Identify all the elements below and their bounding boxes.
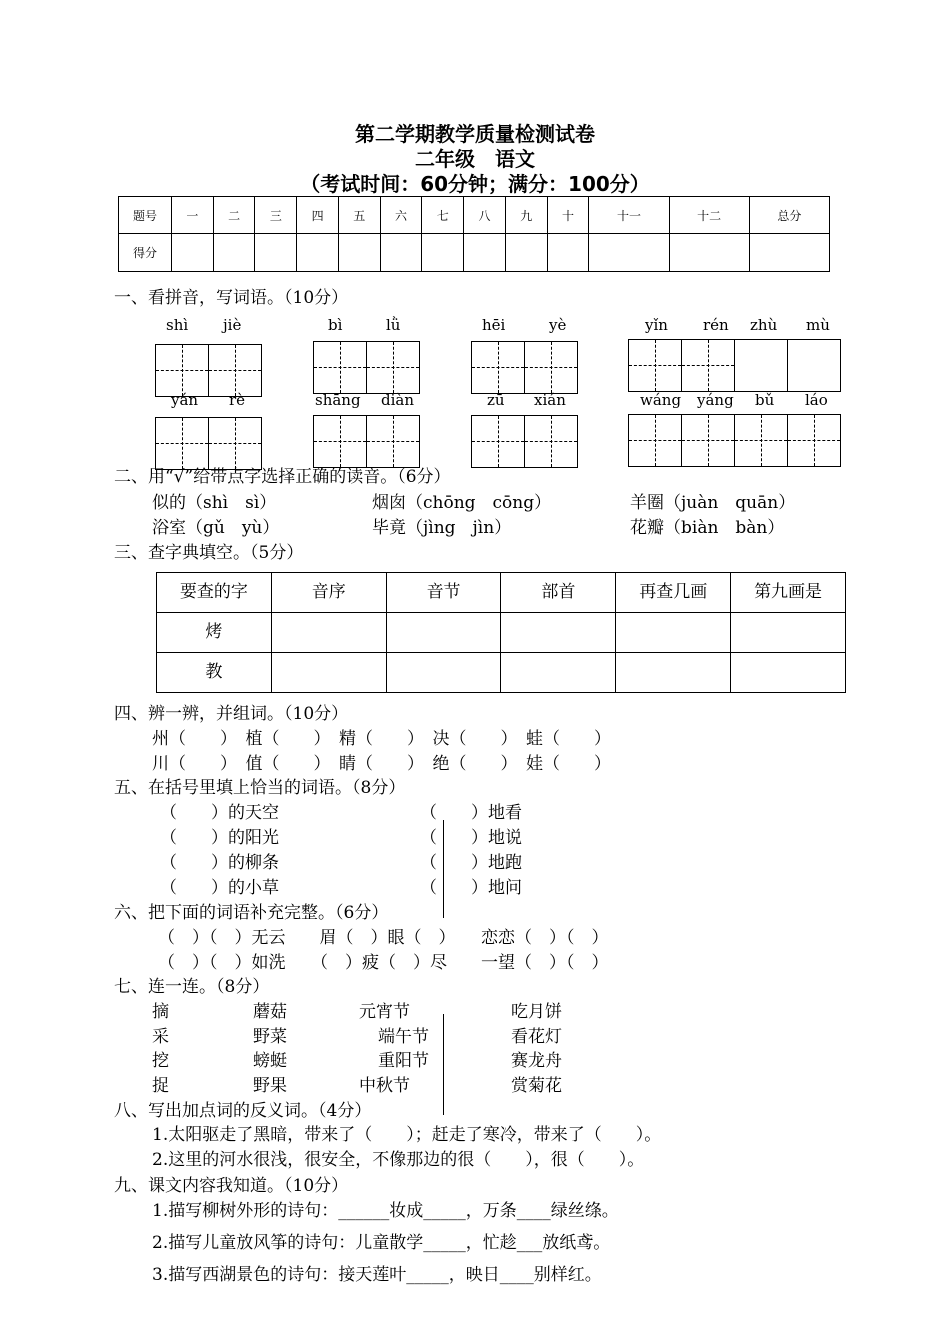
q7-verb: 采 xyxy=(152,1027,169,1047)
q2-item: 毕竟（jìng jìn） xyxy=(372,518,512,538)
divider-line xyxy=(443,1014,444,1115)
q9-line: 3.描写西湖景色的诗句：接天莲叶_____，映日____别样红。 xyxy=(152,1265,602,1285)
score-cell[interactable] xyxy=(464,234,506,272)
grid-cell[interactable] xyxy=(524,341,578,394)
score-col: 八 xyxy=(464,197,506,234)
grid-cell[interactable] xyxy=(628,339,682,392)
dict-col-header: 第九画是 xyxy=(731,573,846,613)
score-col: 总分 xyxy=(749,197,829,234)
q4-line: 州（ ） 植（ ） 精（ ） 决（ ） 蛙（ ） xyxy=(152,729,611,749)
grid-cell[interactable] xyxy=(366,415,420,468)
score-cell[interactable] xyxy=(505,234,547,272)
score-col: 二 xyxy=(213,197,255,234)
q8-heading: 八、写出加点词的反义词。（4分） xyxy=(114,1101,372,1121)
dict-cell[interactable] xyxy=(616,653,731,693)
dict-col-header: 音节 xyxy=(386,573,501,613)
pinyin: yán xyxy=(171,391,199,409)
pinyin: hēi xyxy=(482,316,506,334)
score-col: 九 xyxy=(505,197,547,234)
pinyin: lǜ xyxy=(386,316,401,334)
score-cell[interactable] xyxy=(338,234,380,272)
score-col: 五 xyxy=(338,197,380,234)
score-col: 十二 xyxy=(669,197,749,234)
dict-col-header: 部首 xyxy=(501,573,616,613)
pinyin: bǔ xyxy=(755,391,775,409)
dict-cell[interactable] xyxy=(501,613,616,653)
q7-custom: 吃月饼 xyxy=(511,1002,562,1022)
pinyin: rén xyxy=(703,316,729,334)
q7-verb: 摘 xyxy=(152,1002,169,1022)
q8-line: 2.这里的河水很浅，很安全，不像那边的很（ ），很（ ）。 xyxy=(152,1150,645,1170)
pinyin: jiè xyxy=(223,316,242,334)
score-cell[interactable] xyxy=(297,234,339,272)
writing-grid[interactable] xyxy=(628,414,840,467)
q9-heading: 九、课文内容我知道。（10分） xyxy=(114,1176,349,1196)
q5-right: （ ）地问 xyxy=(420,878,522,898)
q6-line: （ ）（ ）如洗 （ ）疲（ ）尽 一望（ ）（ ） xyxy=(158,953,609,973)
grid-cell[interactable] xyxy=(471,415,525,468)
q7-verb: 挖 xyxy=(152,1051,169,1071)
grid-cell[interactable] xyxy=(313,341,367,394)
q5-left: （ ）的天空 xyxy=(160,803,279,823)
pinyin: wáng xyxy=(640,391,682,409)
writing-grid[interactable] xyxy=(471,341,577,394)
pinyin: zū xyxy=(487,391,505,409)
pinyin: yǐn xyxy=(645,316,668,334)
q5-left: （ ）的阳光 xyxy=(160,828,279,848)
q7-festival: 元宵节 xyxy=(359,1002,410,1022)
q7-festival: 重阳节 xyxy=(378,1051,429,1071)
q5-right: （ ）地看 xyxy=(420,803,522,823)
dict-col-header: 要查的字 xyxy=(157,573,272,613)
score-cell[interactable] xyxy=(172,234,214,272)
dict-char: 烤 xyxy=(157,613,272,653)
pinyin: yáng xyxy=(697,391,734,409)
pinyin: rè xyxy=(229,391,246,409)
q4-heading: 四、辨一辨，并组词。（10分） xyxy=(114,704,349,724)
q6-line: （ ）（ ）无云 眉（ ）眼（ ） 恋恋（ ）（ ） xyxy=(158,928,609,948)
grid-cell[interactable] xyxy=(787,339,841,392)
dict-col-header: 再查几画 xyxy=(616,573,731,613)
dict-col-header: 音序 xyxy=(271,573,386,613)
writing-grid[interactable] xyxy=(313,415,419,468)
grid-cell[interactable] xyxy=(208,344,262,397)
grid-cell[interactable] xyxy=(366,341,420,394)
grid-cell[interactable] xyxy=(155,417,209,470)
dictionary-table xyxy=(156,572,846,693)
score-cell[interactable] xyxy=(547,234,589,272)
pinyin: diàn xyxy=(381,391,415,409)
score-cell[interactable] xyxy=(669,234,749,272)
writing-grid[interactable] xyxy=(471,415,577,468)
dict-cell[interactable] xyxy=(616,613,731,653)
score-col: 十 xyxy=(547,197,589,234)
q5-heading: 五、在括号里填上恰当的词语。（8分） xyxy=(114,778,406,798)
score-cell[interactable] xyxy=(749,234,829,272)
writing-grid[interactable] xyxy=(628,339,840,392)
q5-left: （ ）的柳条 xyxy=(160,853,279,873)
grid-cell[interactable] xyxy=(208,417,262,470)
score-cell[interactable] xyxy=(380,234,422,272)
score-cell[interactable] xyxy=(589,234,669,272)
q5-right: （ ）地说 xyxy=(420,828,522,848)
dict-cell[interactable] xyxy=(386,613,501,653)
score-row-header: 得分 xyxy=(119,234,172,272)
page-subtitle: 二年级 语文 xyxy=(415,147,535,171)
q7-noun: 野菜 xyxy=(253,1027,287,1047)
q7-custom: 赛龙舟 xyxy=(511,1051,562,1071)
score-col: 七 xyxy=(422,197,464,234)
pinyin: shì xyxy=(166,316,189,334)
score-row-header: 题号 xyxy=(119,197,172,234)
q7-verb: 捉 xyxy=(152,1076,169,1096)
dict-cell[interactable] xyxy=(386,653,501,693)
score-cell[interactable] xyxy=(255,234,297,272)
pinyin: láo xyxy=(805,391,828,409)
score-col: 四 xyxy=(297,197,339,234)
q7-heading: 七、连一连。（8分） xyxy=(114,977,270,997)
q3-heading: 三、查字典填空。（5分） xyxy=(114,543,304,563)
grid-cell[interactable] xyxy=(734,339,788,392)
pinyin: yè xyxy=(549,316,567,334)
q5-right: （ ）地跑 xyxy=(420,853,522,873)
grid-cell[interactable] xyxy=(471,341,525,394)
score-table xyxy=(118,196,830,272)
divider-line xyxy=(443,820,444,918)
q2-heading: 二、用“√”给带点字选择正确的读音。（6分） xyxy=(114,467,451,487)
q2-item: 似的（shì sì） xyxy=(152,493,277,513)
score-col: 三 xyxy=(255,197,297,234)
q7-custom: 赏菊花 xyxy=(511,1076,562,1096)
grid-cell[interactable] xyxy=(628,414,682,467)
page-title: 第二学期教学质量检测试卷 xyxy=(355,122,595,146)
dict-cell[interactable] xyxy=(731,613,846,653)
q5-left: （ ）的小草 xyxy=(160,878,279,898)
grid-cell[interactable] xyxy=(524,415,578,468)
writing-grid[interactable] xyxy=(155,344,261,397)
dict-cell[interactable] xyxy=(271,653,386,693)
q6-heading: 六、把下面的词语补充完整。（6分） xyxy=(114,903,389,923)
grid-cell[interactable] xyxy=(313,415,367,468)
grid-cell[interactable] xyxy=(155,344,209,397)
q2-item: 花瓣（biàn bàn） xyxy=(630,518,785,538)
grid-cell[interactable] xyxy=(734,414,788,467)
q7-custom: 看花灯 xyxy=(511,1027,562,1047)
pinyin: zhù xyxy=(750,316,778,334)
q7-noun: 螃蜓 xyxy=(253,1051,287,1071)
pinyin: shāng xyxy=(315,391,361,409)
score-cell[interactable] xyxy=(213,234,255,272)
grid-cell[interactable] xyxy=(681,414,735,467)
pinyin: mù xyxy=(806,316,830,334)
exam-info: （考试时间：60分钟；满分：100分） xyxy=(300,172,650,196)
q7-noun: 野果 xyxy=(253,1076,287,1096)
dict-char: 教 xyxy=(157,653,272,693)
q9-line: 1.描写柳树外形的诗句：______妆成_____，万条____绿丝绦。 xyxy=(152,1201,619,1221)
q2-item: 羊圈（juàn quān） xyxy=(630,493,796,513)
q2-item: 烟囱（chōng cōng） xyxy=(372,493,552,513)
pinyin: bì xyxy=(328,316,343,334)
grid-cell[interactable] xyxy=(787,414,841,467)
q7-noun: 蘑菇 xyxy=(253,1002,287,1022)
score-col: 一 xyxy=(172,197,214,234)
q9-line: 2.描写儿童放风筝的诗句：儿童散学_____，忙趁___放纸鸢。 xyxy=(152,1233,611,1253)
grid-cell[interactable] xyxy=(681,339,735,392)
q7-festival: 端午节 xyxy=(378,1027,429,1047)
score-col: 十一 xyxy=(589,197,669,234)
q8-line: 1.太阳驱走了黑暗，带来了（ ）；赶走了寒冷，带来了（ ）。 xyxy=(152,1125,662,1145)
score-col: 六 xyxy=(380,197,422,234)
writing-grid[interactable] xyxy=(155,417,261,470)
writing-grid[interactable] xyxy=(313,341,419,394)
q2-item: 浴室（gǔ yù） xyxy=(152,518,280,538)
dict-cell[interactable] xyxy=(501,653,616,693)
dict-cell[interactable] xyxy=(731,653,846,693)
q7-festival: 中秋节 xyxy=(359,1076,410,1096)
pinyin: xián xyxy=(534,391,566,409)
score-cell[interactable] xyxy=(422,234,464,272)
q4-line: 川（ ） 值（ ） 睛（ ） 绝（ ） 娃（ ） xyxy=(152,754,611,774)
dict-cell[interactable] xyxy=(271,613,386,653)
q1-heading: 一、看拼音，写词语。（10分） xyxy=(114,288,349,308)
